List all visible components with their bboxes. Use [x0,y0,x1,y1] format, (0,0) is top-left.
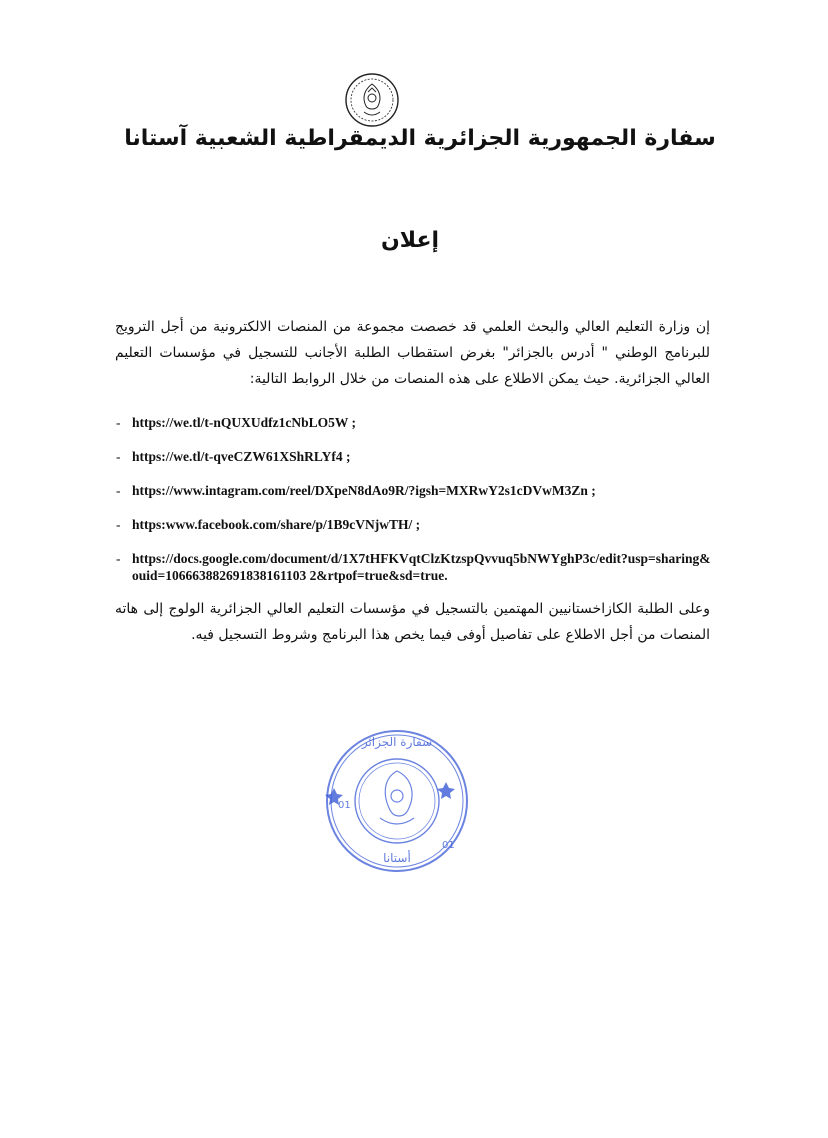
links-list [116,414,716,601]
list-dash: - [116,517,121,532]
link-text[interactable]: https://docs.google.com/document/d/1X7tHFKVqtClzKtzspQvvuq5bNWYghP3c/edit?usp=sharing&ouid=106663882691838161103 2&rtpof=true&sd=true. [132,551,711,583]
stamp-text-bottom: أستانا [383,851,411,865]
algeria-emblem-icon [344,72,400,128]
list-item[interactable] [116,482,716,499]
stamp-number-left: 01 [338,800,351,811]
embassy-name: سفارة الجمهورية الجزائرية الديمقراطية الشعبية آستانا [124,126,716,151]
link-text[interactable]: https://we.tl/t-qveCZW61XShRLYf4 ; [132,449,351,464]
stamp-number-right: 01 [442,840,455,851]
list-item[interactable] [116,550,716,584]
link-text[interactable]: https:www.facebook.com/share/p/1B9cVNjwTH/ ; [132,517,421,532]
list-dash: - [116,551,121,566]
stamp-text-top: سفارة الجزائر [361,735,433,749]
list-dash: - [116,483,121,498]
list-item[interactable] [116,448,716,465]
link-text[interactable]: https://www.intagram.com/reel/DXpeN8dAo9R/?igsh=MXRwY2s1cDVwM3Zn ; [132,483,596,498]
list-dash: - [116,449,121,464]
link-text[interactable]: https://we.tl/t-nQUXUdfz1cNbLO5W ; [132,415,356,430]
closing-paragraph: وعلى الطلبة الكازاخستانيين المهتمين بالتسجيل في مؤسسات التعليم العالي الجزائرية الولوج إلى هاته المنصات من أجل الاطلاع على تفاصيل أوفى فيما يخص هذا البرنامج وشروط التسجيل فيه. [115,601,710,643]
list-dash: - [116,415,121,430]
embassy-stamp-icon [322,726,472,876]
list-item[interactable] [116,516,716,533]
document-title: إعلان [380,228,440,253]
intro-paragraph: إن وزارة التعليم العالي والبحث العلمي قد خصصت مجموعة من المنصات الالكترونية من أجل الترويج للبرنامج الوطني " أدرس بالجزائر" بغرض استقطاب الطلبة الأجانب للتسجيل في مؤسسات التعليم العالي الجزائرية. حيث يمكن الاطلاع على هذه المنصات من خلال الروابط التالية: [115,319,710,387]
list-item[interactable] [116,414,716,431]
